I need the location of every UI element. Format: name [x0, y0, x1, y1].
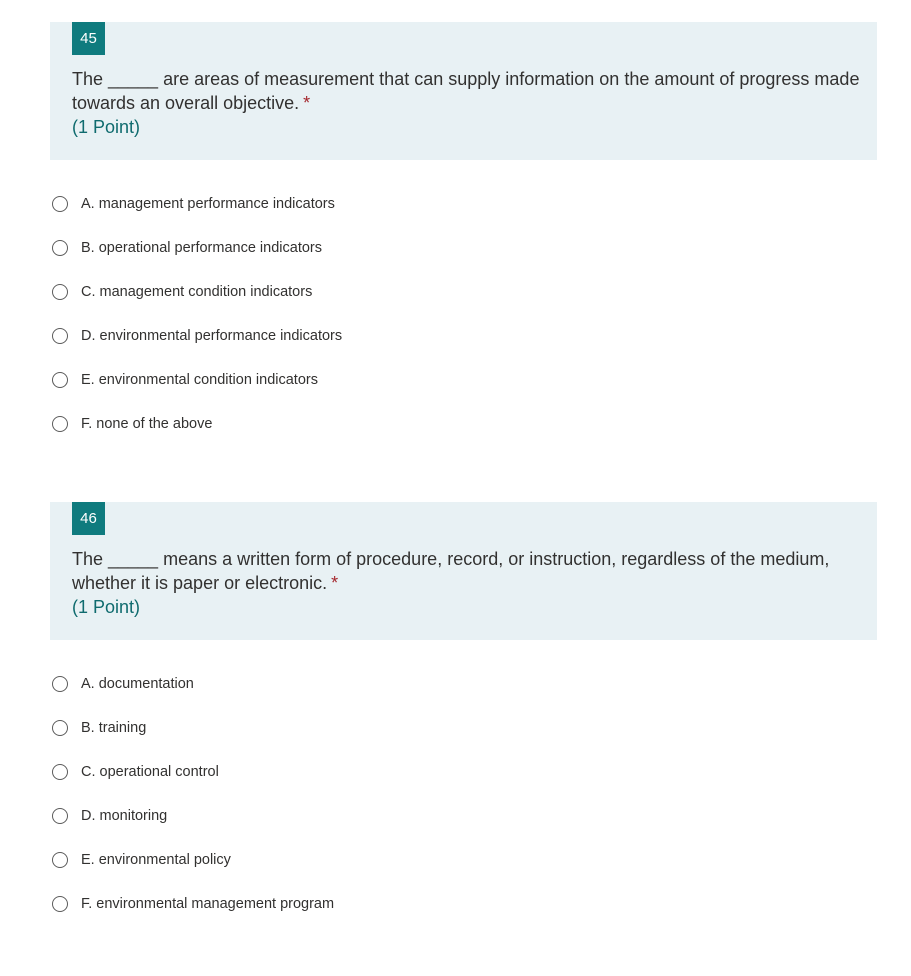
- option-label: F. environmental management program: [81, 896, 335, 912]
- option-a[interactable]: [50, 182, 877, 226]
- question-46: [50, 502, 877, 912]
- option-f[interactable]: [50, 882, 877, 926]
- question-prompt: The _____ means a written form of procedure, record, or instruction, regardless of the medium, whether it is paper or electronic.: [72, 549, 830, 593]
- option-label: E. environmental condition indicators: [81, 372, 318, 388]
- option-label: A. management performance indicators: [81, 196, 335, 212]
- option-label: E. environmental policy: [81, 852, 231, 868]
- option-b[interactable]: [50, 706, 877, 750]
- option-f[interactable]: [50, 402, 877, 446]
- required-star: *: [303, 93, 311, 113]
- required-star: *: [331, 573, 339, 593]
- question-header: [50, 22, 877, 160]
- radio-button[interactable]: [52, 372, 68, 388]
- option-label: A. documentation: [81, 676, 194, 692]
- radio-button[interactable]: [52, 896, 68, 912]
- radio-button[interactable]: [52, 240, 68, 256]
- option-label: C. operational control: [81, 764, 219, 780]
- question-points: (1 Point): [72, 597, 141, 617]
- radio-button[interactable]: [52, 764, 68, 780]
- question-number-badge: 46: [72, 502, 105, 535]
- option-c[interactable]: [50, 270, 877, 314]
- question-text: [72, 547, 862, 595]
- answer-options: [50, 182, 877, 446]
- option-c[interactable]: [50, 750, 877, 794]
- question-points: (1 Point): [72, 117, 141, 137]
- option-e[interactable]: [50, 358, 877, 402]
- question-text: [72, 67, 862, 115]
- option-label: D. environmental performance indicators: [81, 328, 343, 344]
- question-header: [50, 502, 877, 640]
- option-label: B. operational performance indicators: [81, 240, 322, 256]
- option-b[interactable]: [50, 226, 877, 270]
- option-d[interactable]: [50, 794, 877, 838]
- question-45: [50, 22, 877, 432]
- question-prompt: The _____ are areas of measurement that can supply information on the amount of progress made towards an overall objective.: [72, 69, 860, 113]
- option-label: F. none of the above: [81, 416, 213, 432]
- radio-button[interactable]: [52, 676, 68, 692]
- radio-button[interactable]: [52, 284, 68, 300]
- option-label: C. management condition indicators: [81, 284, 313, 300]
- radio-button[interactable]: [52, 720, 68, 736]
- radio-button[interactable]: [52, 416, 68, 432]
- option-d[interactable]: [50, 314, 877, 358]
- answer-options: [50, 662, 877, 926]
- radio-button[interactable]: [52, 196, 68, 212]
- radio-button[interactable]: [52, 328, 68, 344]
- option-label: B. training: [81, 720, 147, 736]
- question-number-badge: 45: [72, 22, 105, 55]
- radio-button[interactable]: [52, 852, 68, 868]
- option-a[interactable]: [50, 662, 877, 706]
- radio-button[interactable]: [52, 808, 68, 824]
- option-e[interactable]: [50, 838, 877, 882]
- option-label: D. monitoring: [81, 808, 168, 824]
